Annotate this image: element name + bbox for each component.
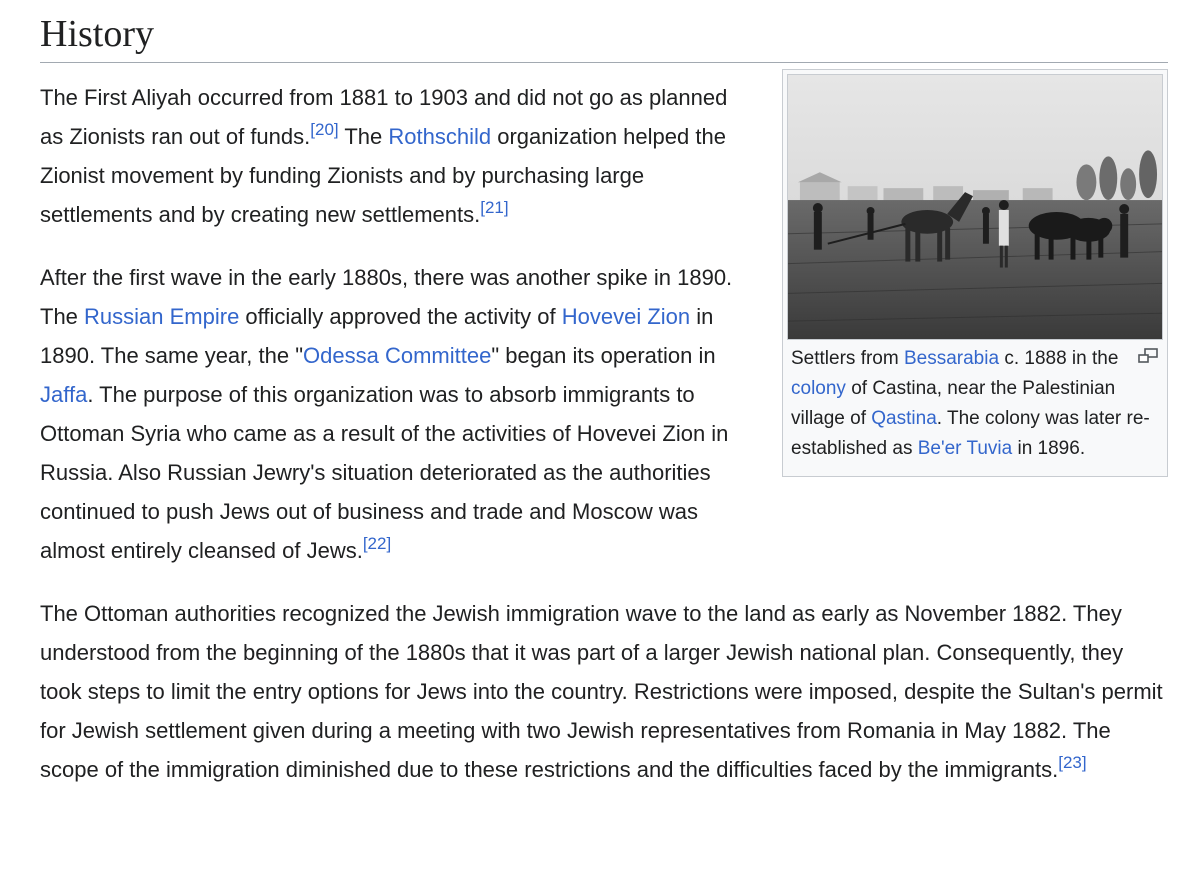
reference-23[interactable]: [1058, 753, 1086, 772]
settlers-photo[interactable]: [787, 74, 1163, 340]
reference-link[interactable]: [23]: [1058, 752, 1087, 772]
figure-caption: [787, 340, 1163, 464]
paragraph-text: in 1890. The same year, the ": [40, 303, 714, 368]
paragraph-text: " began its operation in: [491, 342, 716, 368]
paragraph-text: After the first wave in the early 1880s, there was another spike in 1890. The: [40, 264, 733, 329]
caption-text: Settlers from: [791, 347, 904, 369]
reference-link[interactable]: [22]: [362, 533, 392, 553]
caption-text: in 1896.: [1012, 437, 1086, 459]
article-section: [40, 0, 1168, 789]
caption-text: c. 1888 in the: [999, 347, 1119, 369]
link-qastina[interactable]: Qastina: [871, 407, 937, 429]
reference-link[interactable]: [21]: [480, 197, 509, 217]
link-rothschild[interactable]: Rothschild: [388, 123, 492, 149]
reference-21[interactable]: [480, 198, 508, 217]
caption-text: of Castina, near the Palestinian village of: [791, 377, 1116, 429]
link-colony[interactable]: colony: [791, 377, 846, 399]
caption-text: . The colony was later re-established as: [791, 407, 1150, 459]
paragraph-text: The First Aliyah occurred from 1881 to 1903 and did not go as planned as Zionists ran out of funds.: [40, 84, 728, 149]
reference-22[interactable]: [363, 534, 391, 553]
reference-link[interactable]: [20]: [310, 119, 339, 139]
link-hovevei-zion[interactable]: Hovevei Zion: [561, 303, 691, 329]
reference-20[interactable]: [310, 120, 338, 139]
section-heading: History: [40, 0, 1168, 63]
link-bessarabia[interactable]: Bessarabia: [903, 347, 1000, 369]
paragraph-text: organization helped the Zionist movement by funding Zionists and by purchasing large settlements and by creating new settlements.: [40, 123, 726, 227]
link-odessa-committee[interactable]: Odessa Committee: [303, 342, 492, 368]
paragraph-ottoman-authorities: [40, 594, 1168, 789]
magnify-clip-icon[interactable]: [1137, 346, 1159, 366]
figure-thumbnail: [782, 69, 1168, 477]
link-russian-empire[interactable]: Russian Empire: [84, 303, 240, 329]
paragraph-text: The: [338, 123, 389, 149]
paragraph-text: The Ottoman authorities recognized the Jewish immigration wave to the land as early as November 1882. They understood from the beginning of the 1880s that it was part of a larger Jewish national plan. Consequently, they took steps to limit the entry options for Jews into the country. Restrictions were imposed, despite the Sultan's permit for Jewish settlement given during a meeting with two Jewish representatives from Romania in May 1882. The scope of the immigration diminished due to these restrictions and the difficulties faced by the immigrants.: [40, 600, 1163, 782]
link-jaffa[interactable]: Jaffa: [40, 381, 88, 407]
paragraph-text: officially approved the activity of: [239, 303, 562, 329]
paragraph-text: . The purpose of this organization was to absorb immigrants to Ottoman Syria who came as a result of the activities of Hovevei Zion in Russia. Also Russian Jewry's situation deteriorated as the authorities continued to push Jews out of business and trade and Moscow was almost entirely cleansed of Jews.: [40, 381, 729, 563]
link-beer-tuvia[interactable]: Be'er Tuvia: [917, 437, 1013, 459]
